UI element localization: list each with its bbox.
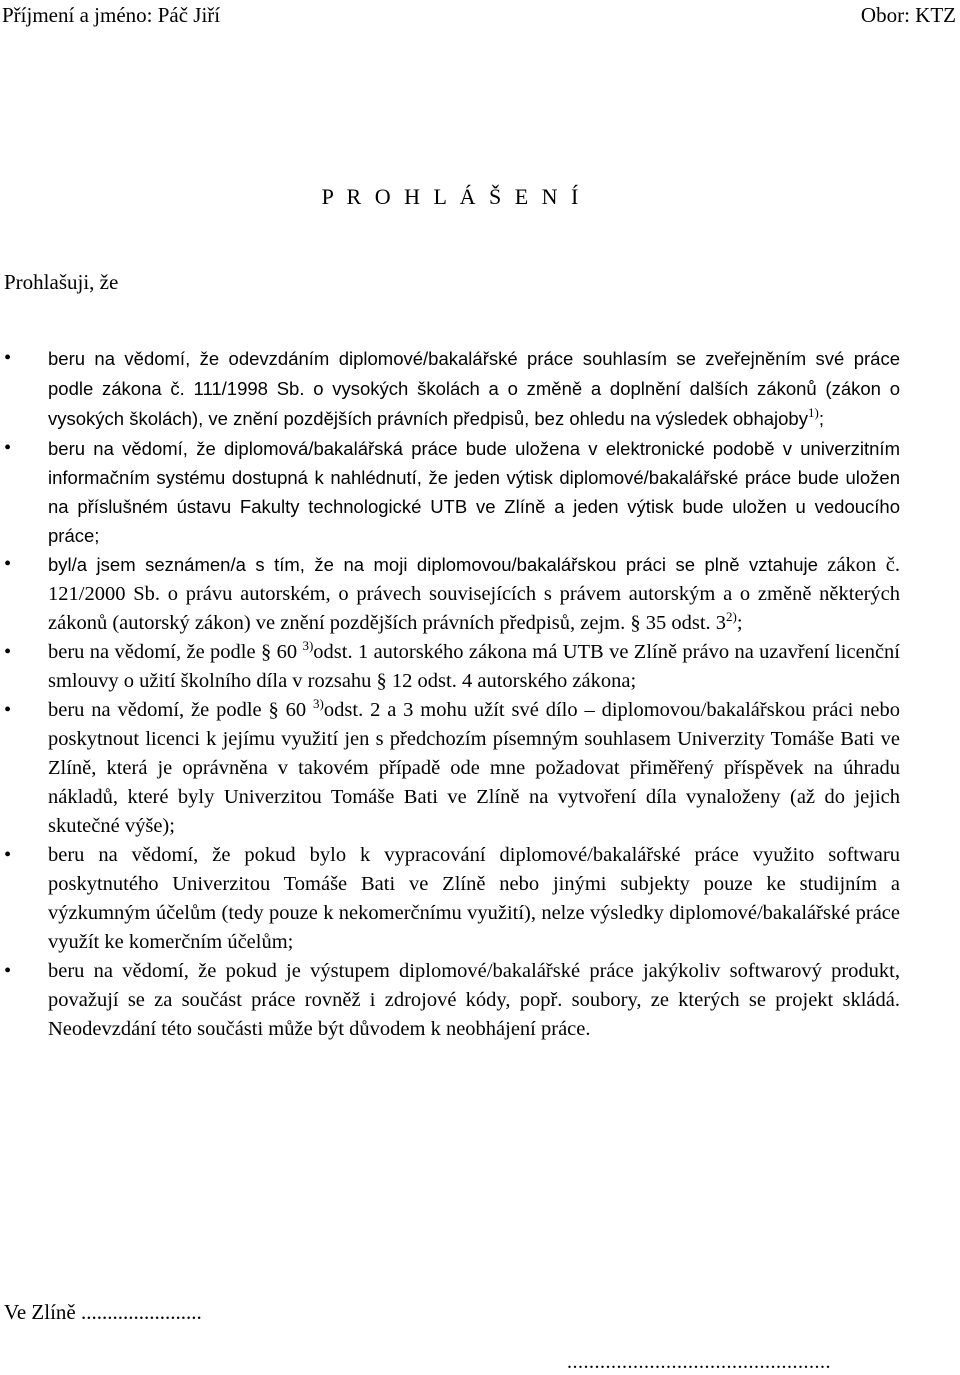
bullet-icon: •	[4, 553, 12, 575]
footnote-ref: 3)	[302, 638, 314, 653]
intro-text: Prohlašuji, že	[4, 270, 119, 294]
signature-line: ................................................	[567, 1351, 831, 1373]
bullet-icon: •	[4, 699, 12, 721]
item-text: odst. 2 a 3 mohu užít své dílo – diplomovou/bakalářskou práci nebo poskytnout licenci k jejímu využití jen s předchozím písemným souhlasem Univerzity Tomáše Bati ve Zlíně, která je oprávněna v takovém případě ode mne požadovat přiměřený příspěvek na úhradu nákladů, které byly Univerzitou Tomáše Bati ve Zlíně na vytvoření díla vynaloženy (až do jejich skutečné výše);	[48, 699, 901, 837]
list-item	[0, 344, 900, 434]
footnote-ref: 2)	[726, 609, 737, 624]
item-text: beru na vědomí, že podle § 60	[48, 641, 298, 663]
student-name: Příjmení a jméno: Páč Jiří	[2, 3, 221, 27]
bullet-icon: •	[4, 347, 12, 369]
declaration-list	[0, 344, 900, 1044]
item-text: odst. 1 autorského zákona má UTB ve Zlíně právo na uzavření licenční smlouvy o užití školního díla v rozsahu § 12 odst. 4 autorského zákona;	[48, 641, 900, 692]
place-and-date: Ve Zlíně .......................	[4, 1300, 202, 1324]
list-item	[0, 550, 900, 638]
item-text: beru na vědomí, že pokud bylo k vypracování diplomové/bakalářské práce využito softwaru poskytnutého Univerzitou Tomáše Bati ve Zlíně nebo jinými subjekty pouze ke studijním a výzkumným účelům (tedy pouze k nekomerčnímu využití), nelze výsledky diplomové/bakalářské práce využít ke komerčním účelům;	[48, 844, 900, 953]
list-item	[0, 696, 900, 841]
item-text: byl/a jsem seznámen/a s tím, že na moji diplomovou/bakalářskou práci se plně vztahuje	[48, 554, 818, 575]
list-item	[0, 841, 900, 957]
item-text: o vysokých školách a o změně a doplnění dalších zákonů (zákon o vysokých školách), ve znění pozdějších právních předpisů, bez ohledu na výsledek obhajoby	[48, 378, 900, 429]
bullet-icon: •	[4, 844, 12, 866]
item-text: beru na vědomí, že podle § 60	[48, 699, 307, 721]
list-item	[0, 957, 900, 1044]
list-item	[0, 638, 900, 696]
item-text: zákon č. 121/2000 Sb.	[48, 554, 901, 605]
bullet-icon: •	[4, 641, 12, 663]
footnote-ref: 3)	[313, 696, 324, 711]
list-item	[0, 434, 900, 550]
bullet-icon: •	[4, 437, 12, 459]
item-text: beru na vědomí, že pokud je výstupem diplomové/bakalářské práce jakýkoliv softwarový produkt, považují se za součást práce rovněž i zdrojové kódy, popř. soubory, ze kterých se projekt skládá. Neodevzdání této součásti může být důvodem k neobhájení práce.	[48, 960, 900, 1040]
item-text: ;	[818, 408, 824, 429]
footnote-ref: 1)	[807, 405, 819, 420]
item-text: ;	[736, 612, 743, 634]
page-title: P R O H L Á Š E N Í	[321, 184, 583, 209]
item-text: beru na vědomí, že diplomová/bakalářská práce bude uložena v elektronické podobě v univerzitním informačním systému dostupná k nahlédnutí, že jeden výtisk diplomové/bakalářské práce bude uložen na příslušném ústavu Fakulty technologické UTB ve Zlíně a jeden výtisk bude uložen u vedoucího práce;	[48, 438, 900, 546]
study-field: Obor: KTZ	[860, 3, 956, 27]
item-text: o právu autorském, o právech souvisejících s právem autorským a o změně některých zákonů (autorský zákon) ve znění pozdějších právních předpisů, zejm. § 35 odst. 3	[48, 583, 900, 634]
item-text: beru na vědomí, že odevzdáním diplomové/bakalářské práce souhlasím se zveřejněním své práce podle zákona č. 111/1998 Sb.	[48, 348, 900, 399]
bullet-icon: •	[4, 960, 12, 982]
